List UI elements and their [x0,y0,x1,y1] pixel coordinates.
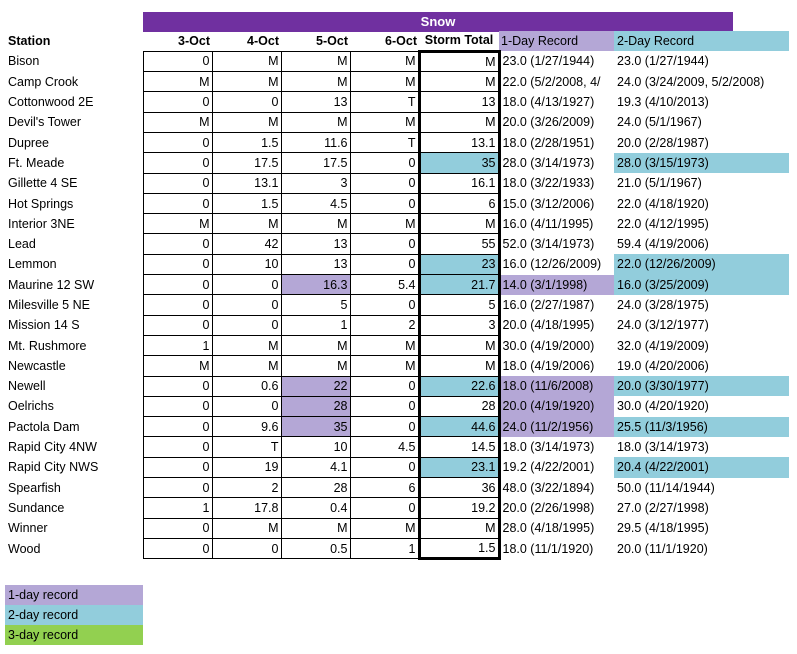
day4-cell: M [350,356,419,376]
storm-total-cell: 23.1 [419,457,499,477]
one-day-record-cell: 18.0 (4/19/2006) [502,358,595,373]
day2-cell: 2 [212,478,281,498]
table-row [5,457,789,477]
snow-table [5,31,790,560]
storm-total-cell: 23 [419,254,499,274]
two-day-record-cell: 28.0 (3/15/1973) [614,153,789,173]
one-day-record-cell: 16.0 (4/11/1995) [502,216,594,231]
day1-cell: 0 [143,417,212,437]
table-row [5,417,789,437]
day1-cell: 0 [143,92,212,112]
day3-cell: 10 [281,437,350,457]
day4-cell: 0 [350,396,419,416]
day4-cell: 0 [350,295,419,315]
storm-total-cell: M [419,112,499,132]
two-day-record-cell: 19.3 (4/10/2013) [617,95,709,110]
table-row [5,315,789,335]
day4-header: 6-Oct [385,33,417,48]
station-cell: Rapid City 4NW [8,440,97,455]
station-cell: Spearfish [8,480,61,495]
one-day-record-cell: 19.2 (4/22/2001) [502,460,595,475]
legend-item: 1-day record [5,585,143,605]
day4-cell: 1 [350,538,419,558]
day3-cell: M [281,51,350,71]
table-row [5,173,789,193]
one-day-record-header: 1-Day Record [499,31,614,51]
storm-total-cell: 44.6 [419,417,499,437]
day2-cell: 0 [212,275,281,295]
one-day-record-cell: 18.0 (11/1/1920) [502,541,594,556]
two-day-record-cell: 22.0 (4/18/1920) [617,196,709,211]
station-cell: Cottonwood 2E [8,95,94,110]
table-row [5,214,789,234]
table-row [5,396,789,416]
one-day-record-cell: 16.0 (2/27/1987) [502,298,595,312]
day4-cell: 0 [350,234,419,254]
table-row [5,153,789,173]
day4-cell: M [350,72,419,92]
table-row [5,518,789,538]
day3-cell: 0.5 [281,538,350,558]
one-day-record-cell: 20.0 (2/26/1998) [502,500,595,515]
table-row [5,275,789,295]
day4-cell: 0 [350,254,419,274]
storm-total-cell: 13 [419,92,499,112]
day3-cell: M [281,356,350,376]
day1-cell: 0 [143,254,212,274]
storm-total-cell: M [419,335,499,355]
day4-cell: M [350,335,419,355]
day1-cell: 1 [143,498,212,518]
station-cell: Maurine 12 SW [8,277,95,292]
station-cell: Dupree [8,135,49,150]
day1-cell: M [143,214,212,234]
storm-total-cell: M [419,356,499,376]
day3-cell: M [281,112,350,132]
day3-cell: 16.3 [281,275,350,295]
station-cell: Milesville 5 NE [8,298,90,312]
table-row [5,112,789,132]
station-cell: Winner [8,521,48,536]
day1-cell: 0 [143,478,212,498]
day1-cell: 0 [143,376,212,396]
day2-cell: 17.5 [212,153,281,173]
two-day-record-cell: 24.0 (3/24/2009, 5/2/2008) [617,74,765,89]
station-cell: Camp Crook [8,74,79,89]
day3-cell: 11.6 [281,132,350,152]
day2-cell: 42 [212,234,281,254]
two-day-record-cell: 24.0 (5/1/1967) [617,115,702,130]
storm-total-cell: 14.5 [419,437,499,457]
day3-cell: M [281,214,350,234]
one-day-record-cell: 48.0 (3/22/1894) [502,480,595,495]
station-cell: Mt. Rushmore [8,338,87,353]
storm-total-cell: 16.1 [419,173,499,193]
day1-cell: 0 [143,275,212,295]
station-cell: Sundance [8,500,65,515]
two-day-record-cell: 29.5 (4/18/1995) [617,521,709,536]
day2-cell: 1.5 [212,132,281,152]
one-day-record-cell: 28.0 (3/14/1973) [502,155,595,170]
table-row [5,234,789,254]
two-day-record-cell: 32.0 (4/19/2009) [617,338,709,353]
day2-cell: 1.5 [212,193,281,213]
two-day-record-cell: 20.0 (2/28/1987) [617,135,709,150]
day2-cell: M [212,214,281,234]
storm-total-header: Storm Total [424,33,494,48]
two-day-record-cell: 20.4 (4/22/2001) [614,457,789,477]
two-day-record-cell: 20.0 (3/30/1977) [614,376,789,396]
station-cell: Interior 3NE [8,216,75,231]
two-day-record-cell: 21.0 (5/1/1967) [617,176,702,191]
day1-cell: 0 [143,193,212,213]
day4-cell: 0 [350,417,419,437]
station-cell: Lemmon [8,257,57,272]
day1-cell: 0 [143,51,212,71]
station-cell: Mission 14 S [8,318,80,333]
day3-cell: 28 [281,478,350,498]
station-cell: Newell [8,379,46,394]
day2-cell: 19 [212,457,281,477]
two-day-record-cell: 19.0 (4/20/2006) [617,358,709,373]
storm-total-cell: 19.2 [419,498,499,518]
day4-cell: 2 [350,315,419,335]
day2-cell: 0 [212,92,281,112]
day1-cell: 0 [143,437,212,457]
day1-cell: 0 [143,396,212,416]
storm-total-cell: 22.6 [419,376,499,396]
station-cell: Pactola Dam [8,419,80,434]
table-row [5,295,789,315]
two-day-record-cell: 59.4 (4/19/2006) [617,237,709,252]
station-cell: Devil's Tower [8,115,82,130]
day3-cell: 28 [281,396,350,416]
storm-total-cell: 21.7 [419,275,499,295]
one-day-record-cell: 18.0 (3/22/1933) [502,176,595,191]
table-row [5,478,789,498]
one-day-record-cell: 20.0 (4/19/1920) [499,396,614,416]
one-day-record-cell: 22.0 (5/2/2008, 4/ [502,74,601,89]
day2-header: 4-Oct [247,33,279,48]
day3-cell: 13 [281,92,350,112]
two-day-record-cell: 18.0 (3/14/1973) [617,440,709,455]
table-row [5,132,789,152]
station-cell: Newcastle [8,358,66,373]
one-day-record-cell: 15.0 (3/12/2006) [502,196,595,211]
day2-cell: M [212,518,281,538]
two-day-record-cell: 16.0 (3/25/2009) [614,275,789,295]
two-day-record-cell: 23.0 (1/27/1944) [617,54,709,69]
day4-cell: 0 [350,193,419,213]
day4-cell: T [350,92,419,112]
day2-cell: M [212,51,281,71]
day3-cell: 4.1 [281,457,350,477]
day1-cell: M [143,356,212,376]
table-row [5,72,789,92]
day4-cell: M [350,51,419,71]
table-row [5,254,789,274]
station-cell: Bison [8,54,40,69]
two-day-record-cell: 27.0 (2/27/1998) [617,500,709,515]
day2-cell: 0 [212,315,281,335]
table-row [5,92,789,112]
one-day-record-cell: 28.0 (4/18/1995) [502,521,595,536]
station-cell: Wood [8,541,41,556]
two-day-record-cell: 20.0 (11/1/1920) [617,541,708,556]
storm-total-cell: 3 [419,315,499,335]
day3-header: 5-Oct [316,33,348,48]
two-day-record-header: 2-Day Record [614,31,789,51]
station-cell: Rapid City NWS [8,460,99,475]
day4-cell: 4.5 [350,437,419,457]
table-row [5,193,789,213]
day1-cell: 0 [143,295,212,315]
day4-cell: 6 [350,478,419,498]
legend-item: 3-day record [5,625,143,645]
day2-cell: 10 [212,254,281,274]
day2-cell: 0 [212,295,281,315]
one-day-record-cell: 20.0 (4/18/1995) [502,318,595,333]
day4-cell: 0 [350,173,419,193]
two-day-record-cell: 24.0 (3/28/1975) [617,298,709,312]
day1-cell: 0 [143,518,212,538]
day2-cell: M [212,72,281,92]
day4-cell: 0 [350,376,419,396]
day4-cell: M [350,518,419,538]
storm-total-cell: 13.1 [419,132,499,152]
day2-cell: 9.6 [212,417,281,437]
table-row [5,376,789,396]
two-day-record-cell: 22.0 (12/26/2009) [614,254,789,274]
one-day-record-cell: 14.0 (3/1/1998) [499,275,614,295]
day1-cell: 0 [143,457,212,477]
day3-cell: 13 [281,234,350,254]
one-day-record-cell: 52.0 (3/14/1973) [502,237,595,252]
header-row [5,31,789,51]
station-cell: Ft. Meade [8,155,65,170]
table-row [5,51,789,71]
two-day-record-cell: 50.0 (11/14/1944) [617,480,715,495]
storm-total-cell: 5 [419,295,499,315]
day2-cell: 17.8 [212,498,281,518]
table-row [5,356,789,376]
storm-total-cell: M [419,518,499,538]
day3-cell: 4.5 [281,193,350,213]
day2-cell: M [212,112,281,132]
two-day-record-cell: 24.0 (3/12/1977) [617,318,709,333]
storm-total-cell: M [419,51,499,71]
one-day-record-cell: 20.0 (3/26/2009) [502,115,595,130]
day3-cell: M [281,518,350,538]
station-header: Station [8,34,51,49]
storm-total-cell: 28 [419,396,499,416]
storm-total-cell: 35 [419,153,499,173]
day2-cell: 0.6 [212,376,281,396]
one-day-record-cell: 18.0 (2/28/1951) [502,135,595,150]
day2-cell: M [212,356,281,376]
day4-cell: M [350,112,419,132]
day3-cell: M [281,72,350,92]
day4-cell: 0 [350,153,419,173]
one-day-record-cell: 18.0 (11/6/2008) [499,376,614,396]
day1-cell: 0 [143,153,212,173]
day3-cell: 3 [281,173,350,193]
day3-cell: 1 [281,315,350,335]
one-day-record-cell: 18.0 (3/14/1973) [502,440,595,455]
storm-total-cell: 6 [419,193,499,213]
one-day-record-cell: 30.0 (4/19/2000) [502,338,595,353]
station-cell: Lead [8,237,36,252]
storm-total-cell: M [419,214,499,234]
table-row [5,538,789,558]
two-day-record-cell: 25.5 (11/3/1956) [614,417,789,437]
legend-item: 2-day record [5,605,143,625]
station-cell: Gillette 4 SE [8,176,78,191]
day2-cell: 0 [212,396,281,416]
one-day-record-cell: 16.0 (12/26/2009) [502,257,602,272]
one-day-record-cell: 23.0 (1/27/1944) [502,54,595,69]
day1-cell: 0 [143,538,212,558]
station-cell: Hot Springs [8,196,74,211]
day4-cell: M [350,214,419,234]
station-cell: Oelrichs [8,399,54,414]
day1-cell: 0 [143,132,212,152]
day1-cell: M [143,72,212,92]
storm-total-cell: 1.5 [419,538,499,558]
day1-cell: 0 [143,173,212,193]
table-row [5,437,789,457]
two-day-record-cell: 22.0 (4/12/1995) [617,216,709,231]
storm-total-cell: 36 [419,478,499,498]
snow-group-header: Snow [143,12,733,32]
day3-cell: 35 [281,417,350,437]
day2-cell: 0 [212,538,281,558]
day1-cell: 0 [143,234,212,254]
day4-cell: 0 [350,457,419,477]
day2-cell: 13.1 [212,173,281,193]
day1-cell: 0 [143,315,212,335]
day1-cell: M [143,112,212,132]
storm-total-cell: 55 [419,234,499,254]
day4-cell: 0 [350,498,419,518]
day3-cell: 13 [281,254,350,274]
day1-cell: 1 [143,335,212,355]
day4-cell: 5.4 [350,275,419,295]
day2-cell: T [212,437,281,457]
day1-header: 3-Oct [178,33,210,48]
day2-cell: M [212,335,281,355]
one-day-record-cell: 18.0 (4/13/1927) [502,95,595,110]
two-day-record-cell: 30.0 (4/20/1920) [617,399,709,414]
storm-total-cell: M [419,72,499,92]
day4-cell: T [350,132,419,152]
day3-cell: M [281,335,350,355]
day3-cell: 0.4 [281,498,350,518]
table-row [5,335,789,355]
one-day-record-cell: 24.0 (11/2/1956) [499,417,614,437]
day3-cell: 22 [281,376,350,396]
day3-cell: 17.5 [281,153,350,173]
table-row [5,498,789,518]
day3-cell: 5 [281,295,350,315]
